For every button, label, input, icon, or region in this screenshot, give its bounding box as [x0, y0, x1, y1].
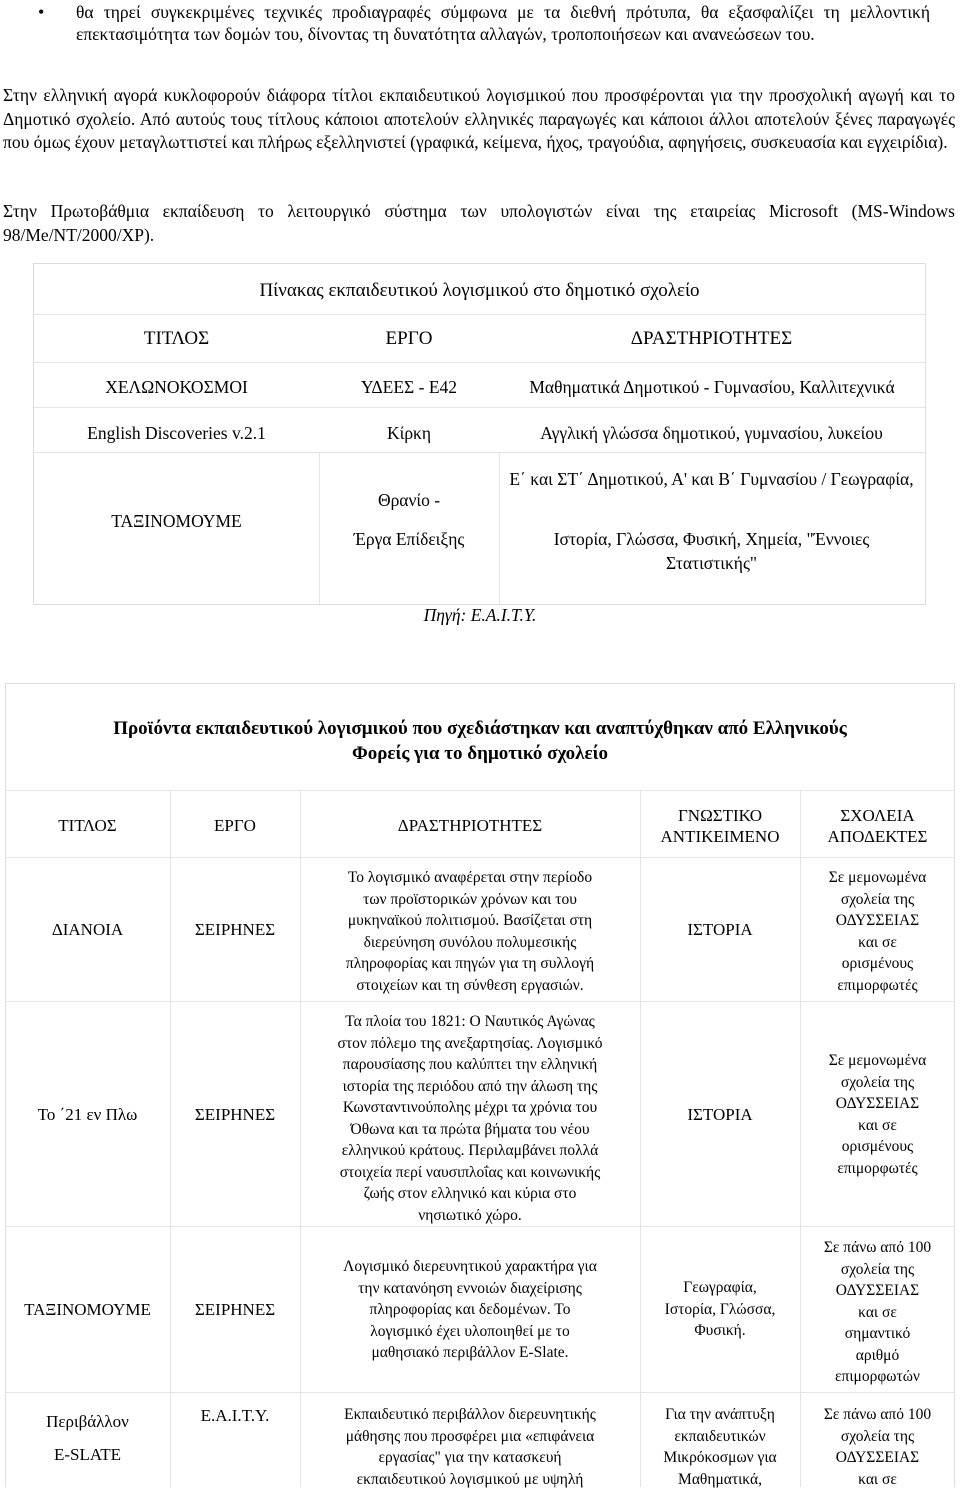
- table2-row2-subject-line: ΙΣΤΟΡΙΑ: [640, 1104, 800, 1125]
- table1-row1-title: ΧΕΛΩΝΟΚΟΣΜΟΙ: [34, 375, 319, 399]
- table2-row2-schools-line: ΟΔΥΣΣΕΙΑΣ: [800, 1093, 955, 1115]
- table2-row4-subject-line: Μικρόκοσμων για: [640, 1447, 800, 1469]
- table2-row3-subject: [640, 1277, 800, 1342]
- table1-row1-activities: Μαθηματικά Δημοτικού - Γυμνασίου, Καλλιτεχνικά: [492, 375, 932, 399]
- table1-row3-title: ΤΑΞΙΝΟΜΟΥΜΕ: [34, 509, 319, 533]
- table1-row2-project: Κίρκη: [319, 421, 499, 445]
- table1-row2-activities: Αγγλική γλώσσα δημοτικού, γυμνασίου, λυκείου: [499, 421, 924, 445]
- table1-header-activities: ΔΡΑΣΤΗΡΙΟΤΗΤΕΣ: [499, 327, 924, 351]
- table2-row4-schools-line: και σε: [800, 1469, 955, 1490]
- table1-row3-project-line2: Έργα Επίδειξης: [319, 527, 499, 551]
- table2-row1-activities-line: των προϊστορικών χρόνων και του: [300, 889, 640, 911]
- table2-row4-title-line1: Περιβάλλον: [5, 1405, 170, 1438]
- table2-title-line2: Φορείς για το δημοτικό σχολείο: [0, 741, 960, 766]
- table2-row1-project: ΣΕΙΡΗΝΕΣ: [170, 919, 300, 940]
- table2-row3-subject-line: Ιστορία, Γλώσσα,: [640, 1299, 800, 1321]
- table1-source: Πηγή: Ε.Α.Ι.Τ.Υ.: [0, 605, 960, 626]
- table2-header-schools-line2: ΑΠΟΔΕΚΤΕΣ: [800, 826, 955, 847]
- table2-row1-subject: [640, 919, 800, 940]
- table2-row1-activities-line: διερεύνηση συνόλου πολυμεσικής: [300, 932, 640, 954]
- table2-header-schools: [800, 805, 955, 847]
- table2-row2-title: Το ΄21 εν Πλω: [5, 1104, 170, 1125]
- table2-row1-schools-line: ΟΔΥΣΣΕΙΑΣ: [800, 910, 955, 932]
- table1-row1-project: ΥΔΕΕΣ - Ε42: [319, 375, 499, 399]
- table2-row2-activities-line: ελληνικού κράτους. Περιλαμβάνει πολλά: [300, 1140, 640, 1162]
- software-table-primary: [33, 263, 926, 605]
- table2-row2-schools-line: Σε μεμονωμένα: [800, 1050, 955, 1072]
- table2-row4-subject: [640, 1404, 800, 1490]
- table2-title-line1: Προϊόντα εκπαιδευτικού λογισμικού που σχεδιάστηκαν και αναπτύχθηκαν από Ελληνικούς: [0, 716, 960, 741]
- table2-row3-activities-line: πληροφορίας και δεδομένων. Το: [300, 1299, 640, 1321]
- table2-title: [0, 716, 960, 766]
- table2-row2-activities-line: Τα πλοία του 1821: Ο Ναυτικός Αγώνας: [300, 1011, 640, 1033]
- table1-header-title: ΤΙΤΛΟΣ: [34, 327, 319, 351]
- table2-row3-schools-line: και σε: [800, 1302, 955, 1324]
- table2-row2-activities-line: νησιωτικό χώρο.: [300, 1205, 640, 1227]
- table2-row1-schools-line: και σε: [800, 932, 955, 954]
- table2-row2-activities-line: Κωνσταντινούπολης μέχρι τα χρόνια του: [300, 1097, 640, 1119]
- table2-row3-subject-line: Γεωγραφία,: [640, 1277, 800, 1299]
- table2-row3-project: ΣΕΙΡΗΝΕΣ: [170, 1299, 300, 1320]
- table2-row3-activities: [300, 1256, 640, 1364]
- table2-row2-activities-line: Όθωνα και τα πρώτα βήματα του νέου: [300, 1119, 640, 1141]
- table2-row2-schools-line: σχολεία της: [800, 1072, 955, 1094]
- table2-row3-schools-line: σημαντικό: [800, 1323, 955, 1345]
- table1-row3-activities-line2: Ιστορία, Γλώσσα, Φυσική, Χημεία, "Έννοιες Στατιστικής": [509, 527, 914, 575]
- bullet-text: θα τηρεί συγκεκριμένες τεχνικές προδιαγραφές σύμφωνα με τα διεθνή πρότυπα, θα εξασφαλίζει τη μελλοντική επεκτασιμότητα των δομών του, δίνοντας τη δυνατότητα αλλαγών, τροποποιήσεων και ανανεώσεων του.: [76, 2, 930, 45]
- table2-header-title: ΤΙΤΛΟΣ: [5, 815, 170, 836]
- table1-row3-activities-line1: Ε΄ και ΣΤ΄ Δημοτικού, Α' και Β΄ Γυμνασίου / Γεωγραφία,: [509, 467, 914, 491]
- table2-row2-subject: [640, 1104, 800, 1125]
- table2-row2-activities-line: στοιχεία περί ναυσιπλοΐας και κοινωνικής: [300, 1162, 640, 1184]
- table2-row1-activities-line: Το λογισμικό αναφέρεται στην περίοδο: [300, 867, 640, 889]
- table2-row2-activities: [300, 1011, 640, 1226]
- table2-row1-activities-line: μυκηναϊκού πολιτισμού. Βασίζεται στη: [300, 910, 640, 932]
- table2-row2-activities-line: παρουσίασης που καλύπτει την ελληνική: [300, 1054, 640, 1076]
- table2-row3-schools-line: αριθμό: [800, 1345, 955, 1367]
- table2-row4-subject-line: Για την ανάπτυξη: [640, 1404, 800, 1426]
- table2-row3-schools-line: ΟΔΥΣΣΕΙΑΣ: [800, 1280, 955, 1302]
- table2-row4-title: [5, 1405, 170, 1471]
- table2-row2-project: ΣΕΙΡΗΝΕΣ: [170, 1104, 300, 1125]
- table2-row4-activities: [300, 1404, 640, 1490]
- intro-paragraph-2: Στην Πρωτοβάθμια εκπαίδευση το λειτουργικό σύστημα των υπολογιστών είναι της εταιρείας Microsoft (MS-Windows 98/Me/NT/2000/XP).: [3, 200, 955, 247]
- intro-paragraph-1: Στην ελληνική αγορά κυκλοφορούν διάφορα τίτλοι εκπαιδευτικού λογισμικού που προσφέρονται για την προσχολική αγωγή και το Δημοτικό σχολείο. Από αυτούς τους τίτλους κάποιοι αποτελούν ελληνικές παραγωγές και κάποιοι άλλοι αποτελούν ξένες παραγωγές που όμως έχουν μεταγλωττιστεί και πλήρως εξελληνιστεί (γραφικά, κείμενα, ήχος, τραγούδια, αφηγήσεις, συσκευασία και εγχειρίδια).: [3, 84, 955, 155]
- table2-row1-schools-line: επιμορφωτές: [800, 975, 955, 997]
- table2-header-project: ΕΡΓΟ: [170, 815, 300, 836]
- table1-header-project: ΕΡΓΟ: [319, 327, 499, 351]
- table2-row2-schools-line: επιμορφωτές: [800, 1158, 955, 1180]
- table1-row3-project-line1: Θρανίο -: [319, 488, 499, 512]
- table2-row4-project: Ε.Α.Ι.Τ.Υ.: [170, 1405, 300, 1426]
- table2-row3-schools-line: Σε πάνω από 100: [800, 1237, 955, 1259]
- table2-row1-schools-line: ορισμένους: [800, 953, 955, 975]
- table1-title: Πίνακας εκπαιδευτικού λογισμικού στο δημοτικό σχολείο: [34, 280, 925, 302]
- table2-row4-schools-line: ΟΔΥΣΣΕΙΑΣ: [800, 1447, 955, 1469]
- table2-row1-activities-line: στοιχείων και τη σύνθεση εργασιών.: [300, 975, 640, 997]
- table2-header-activities: ΔΡΑΣΤΗΡΙΟΤΗΤΕΣ: [300, 815, 640, 836]
- table2-row2-schools: [800, 1050, 955, 1179]
- table2-row1-subject-line: ΙΣΤΟΡΙΑ: [640, 919, 800, 940]
- table2-row1-schools-line: σχολεία της: [800, 889, 955, 911]
- table2-row3-activities-line: μαθησιακό περιβάλλον E-Slate.: [300, 1342, 640, 1364]
- table2-row2-activities-line: στον πόλεμο της ανεξαρτησίας. Λογισμικό: [300, 1033, 640, 1055]
- table2-row1-activities: [300, 867, 640, 996]
- table2-row4-activities-line: εργασίας" για την κατασκευή: [300, 1447, 640, 1469]
- table2-row4-subject-line: εκπαιδευτικών: [640, 1426, 800, 1448]
- table2-row3-subject-line: Φυσική.: [640, 1320, 800, 1342]
- table2-row1-activities-line: πληροφορίας και πηγών για τη συλλογή: [300, 953, 640, 975]
- table2-header-schools-line1: ΣΧΟΛΕΙΑ: [800, 805, 955, 826]
- table2-row4-activities-line: μάθησης που προσφέρει μια «επιφάνεια: [300, 1426, 640, 1448]
- table2-row2-activities-line: ζωής στον ελληνικό και κύρια στο: [300, 1183, 640, 1205]
- table2-row3-title: ΤΑΞΙΝΟΜΟΥΜΕ: [5, 1299, 170, 1320]
- table2-row2-schools-line: και σε: [800, 1115, 955, 1137]
- table2-row4-activities-line: Εκπαιδευτικό περιβάλλον διερευνητικής: [300, 1404, 640, 1426]
- table2-row1-schools: [800, 867, 955, 996]
- table2-row3-activities-line: λογισμικό έχει υλοποιηθεί με το: [300, 1321, 640, 1343]
- table2-row2-schools-line: ορισμένους: [800, 1136, 955, 1158]
- table2-row1-schools-line: Σε μεμονωμένα: [800, 867, 955, 889]
- table2-row4-schools-line: Σε πάνω από 100: [800, 1404, 955, 1426]
- table2-row2-activities-line: ιστορία της περιόδου από την άλωση της: [300, 1076, 640, 1098]
- table1-row2-title: English Discoveries v.2.1: [34, 421, 319, 445]
- table2-row4-title-line2: E-SLATE: [5, 1438, 170, 1471]
- table2-header-subject-line2: ΑΝΤΙΚΕΙΜΕΝΟ: [640, 826, 800, 847]
- table2-row4-activities-line: εκπαιδευτικού λογισμικού με υψηλή: [300, 1469, 640, 1490]
- table2-row4-schools-line: σχολεία της: [800, 1426, 955, 1448]
- table2-header-subject: [640, 805, 800, 847]
- table2-row4-subject-line: Μαθηματικά,: [640, 1469, 800, 1490]
- table2-row3-schools-line: σχολεία της: [800, 1259, 955, 1281]
- table2-row3-activities-line: Λογισμικό διερευνητικού χαρακτήρα για: [300, 1256, 640, 1278]
- table2-row3-schools-line: επιμορφωτών: [800, 1366, 955, 1388]
- table2-row1-title: ΔΙΑΝΟΙΑ: [5, 919, 170, 940]
- table2-row3-schools: [800, 1237, 955, 1388]
- table2-row3-activities-line: την κατανόηση εννοιών διαχείρισης: [300, 1278, 640, 1300]
- table2-row4-schools: [800, 1404, 955, 1490]
- bullet-marker: •: [38, 2, 58, 24]
- table2-header-subject-line1: ΓΝΩΣΤΙΚΟ: [640, 805, 800, 826]
